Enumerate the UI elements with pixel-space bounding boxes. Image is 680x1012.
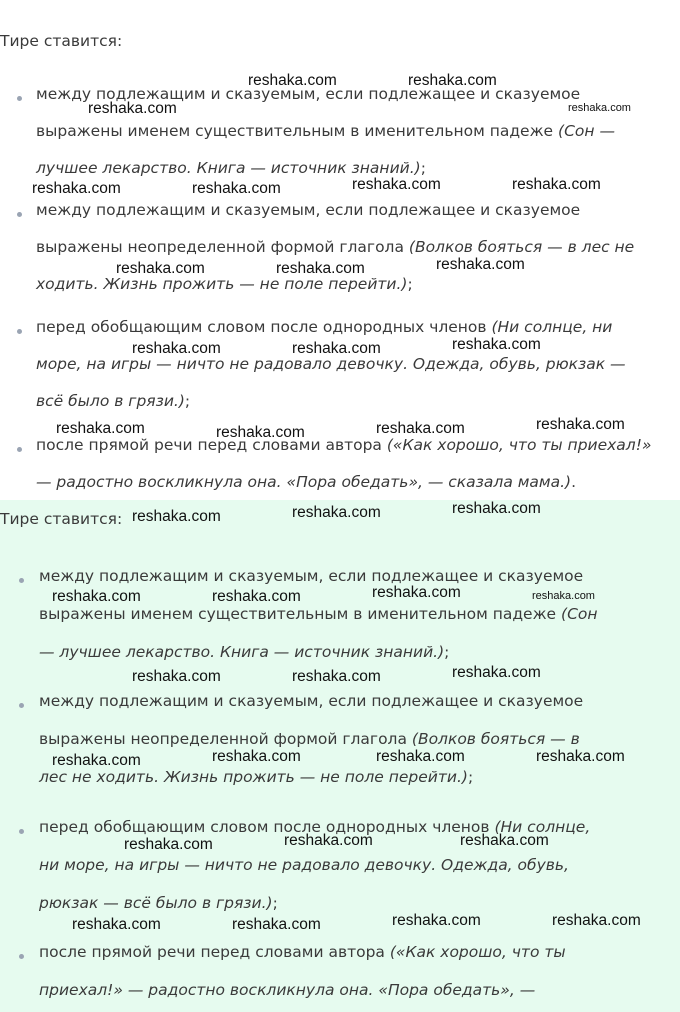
rule-text: перед обобщающим словом после однородных членов (39, 818, 495, 836)
rule-punct: ; (420, 159, 426, 177)
rule-punct: . (571, 473, 577, 491)
rule-line (39, 943, 566, 961)
watermark-text: reshaka.com (372, 584, 461, 601)
watermark-text: reshaka.com (532, 590, 595, 602)
rule-line (36, 318, 612, 336)
rule-example: лучшее лекарство. Книга — источник знаний.) (36, 159, 421, 177)
rule-line (36, 436, 652, 454)
bullet-icon (19, 829, 24, 834)
watermark-text: reshaka.com (192, 180, 281, 197)
watermark-text: reshaka.com (452, 336, 541, 353)
rule-punct: ; (444, 643, 450, 661)
watermark-text: reshaka.com (52, 588, 141, 605)
rule-example: — радостно воскликнула она. «Пора обедать», — сказала мама.) (36, 473, 572, 491)
rule-line (39, 768, 473, 786)
intro-text: Тире ставится: (0, 510, 123, 528)
watermark-text: reshaka.com (536, 748, 625, 765)
watermark-text: reshaka.com (512, 176, 601, 193)
rule-line (39, 856, 569, 874)
rule-line (36, 201, 580, 219)
watermark-text: reshaka.com (216, 424, 305, 441)
watermark-text: reshaka.com (116, 260, 205, 277)
rule-text: выражены неопределенной формой глагола (36, 238, 409, 256)
rule-punct: ; (407, 275, 413, 293)
rule-example: (Сон (561, 605, 598, 623)
rule-example: море, на игры — ничто не радовало девочку. Одежда, обувь, рюкзак — (36, 355, 626, 373)
rule-line (36, 122, 615, 140)
rule-line (36, 159, 426, 177)
rule-punct: ; (467, 768, 474, 786)
watermark-text: reshaka.com (212, 748, 301, 765)
watermark-text: reshaka.com (536, 416, 625, 433)
rule-text: после прямой речи перед словами автора (39, 943, 390, 961)
rule-text: после прямой речи перед словами автора (36, 436, 387, 454)
rule-line (39, 643, 449, 661)
rule-example: рюкзак — всё было в грязи.) (39, 894, 273, 912)
rule-example: всё было в грязи.) (36, 392, 185, 410)
rule-text: между подлежащим и сказуемым, если подлежащее и сказуемое (39, 567, 584, 585)
watermark-text: reshaka.com (132, 668, 221, 685)
rule-line (36, 473, 576, 491)
rule-punct: ; (184, 392, 191, 410)
watermark-text: reshaka.com (56, 420, 145, 437)
watermark-text: reshaka.com (88, 100, 177, 117)
watermark-text: reshaka.com (436, 256, 525, 273)
rule-example: приехал!» — радостно воскликнула она. «Пора обедать», — (39, 981, 536, 999)
watermark-text: reshaka.com (452, 664, 541, 681)
rule-example: (Ни солнце, ни (491, 318, 613, 336)
rule-example: (Ни солнце, (494, 818, 591, 836)
watermark-text: reshaka.com (124, 836, 213, 853)
watermark-text: reshaka.com (276, 260, 365, 277)
watermark-text: reshaka.com (292, 340, 381, 357)
rule-line (39, 605, 598, 623)
rule-text: перед обобщающим словом после однородных членов (36, 318, 492, 336)
bullet-icon (19, 954, 24, 959)
rule-text: выражены именем существительным в именительном падеже (36, 122, 559, 140)
bullet-icon (19, 578, 24, 583)
watermark-text: reshaka.com (248, 72, 337, 89)
rule-text: выражены именем существительным в именительном падеже (39, 605, 562, 623)
rule-line (39, 894, 278, 912)
watermark-text: reshaka.com (452, 500, 541, 517)
rule-example: («Как хорошо, что ты приехал!» (386, 436, 652, 454)
rule-example: (Волков бояться — в лес не (408, 238, 635, 256)
rule-example: лес не ходить. Жизнь прожить — не поле перейти.) (39, 768, 468, 786)
rule-text: между подлежащим и сказуемым, если подлежащее и сказуемое (39, 692, 584, 710)
rule-line (36, 392, 190, 410)
rule-line (36, 238, 634, 256)
intro-text: Тире ставится: (0, 32, 123, 50)
rule-example: (Волков бояться — в (411, 730, 580, 748)
bullet-icon (19, 703, 24, 708)
watermark-text: reshaka.com (132, 340, 221, 357)
rule-line (39, 567, 583, 585)
watermark-text: reshaka.com (552, 912, 641, 929)
rule-line (39, 981, 535, 999)
watermark-text: reshaka.com (352, 176, 441, 193)
watermark-text: reshaka.com (292, 668, 381, 685)
rule-text: выражены неопределенной формой глагола (39, 730, 412, 748)
rule-punct: ; (272, 894, 278, 912)
watermark-text: reshaka.com (52, 752, 141, 769)
bullet-icon (17, 329, 22, 334)
rule-text: между подлежащим и сказуемым, если подлежащее и сказуемое (36, 201, 581, 219)
bullet-icon (17, 96, 22, 101)
bullet-icon (17, 212, 22, 217)
bullet-icon (17, 447, 22, 452)
watermark-text: reshaka.com (460, 832, 549, 849)
rule-example: («Как хорошо, что ты (389, 943, 566, 961)
watermark-text: reshaka.com (232, 916, 321, 933)
watermark-text: reshaka.com (376, 420, 465, 437)
rule-line (39, 692, 583, 710)
watermark-text: reshaka.com (32, 180, 121, 197)
watermark-text: reshaka.com (284, 832, 373, 849)
rule-text: между подлежащим и сказуемым, если подлежащее и сказуемое (36, 85, 581, 103)
rule-line (39, 730, 580, 748)
rule-example: — лучшее лекарство. Книга — источник знаний.) (39, 643, 445, 661)
watermark-text: reshaka.com (408, 72, 497, 89)
watermark-text: reshaka.com (568, 102, 631, 114)
watermark-text: reshaka.com (212, 588, 301, 605)
watermark-text: reshaka.com (292, 504, 381, 521)
rule-example: (Сон — (558, 122, 615, 140)
rule-example: ходить. Жизнь прожить — не поле перейти.) (36, 275, 408, 293)
watermark-text: reshaka.com (376, 748, 465, 765)
rule-example: ни море, на игры — ничто не радовало девочку. Одежда, обувь, (39, 856, 569, 874)
watermark-text: reshaka.com (72, 916, 161, 933)
watermark-text: reshaka.com (392, 912, 481, 929)
watermark-text: reshaka.com (132, 508, 221, 525)
